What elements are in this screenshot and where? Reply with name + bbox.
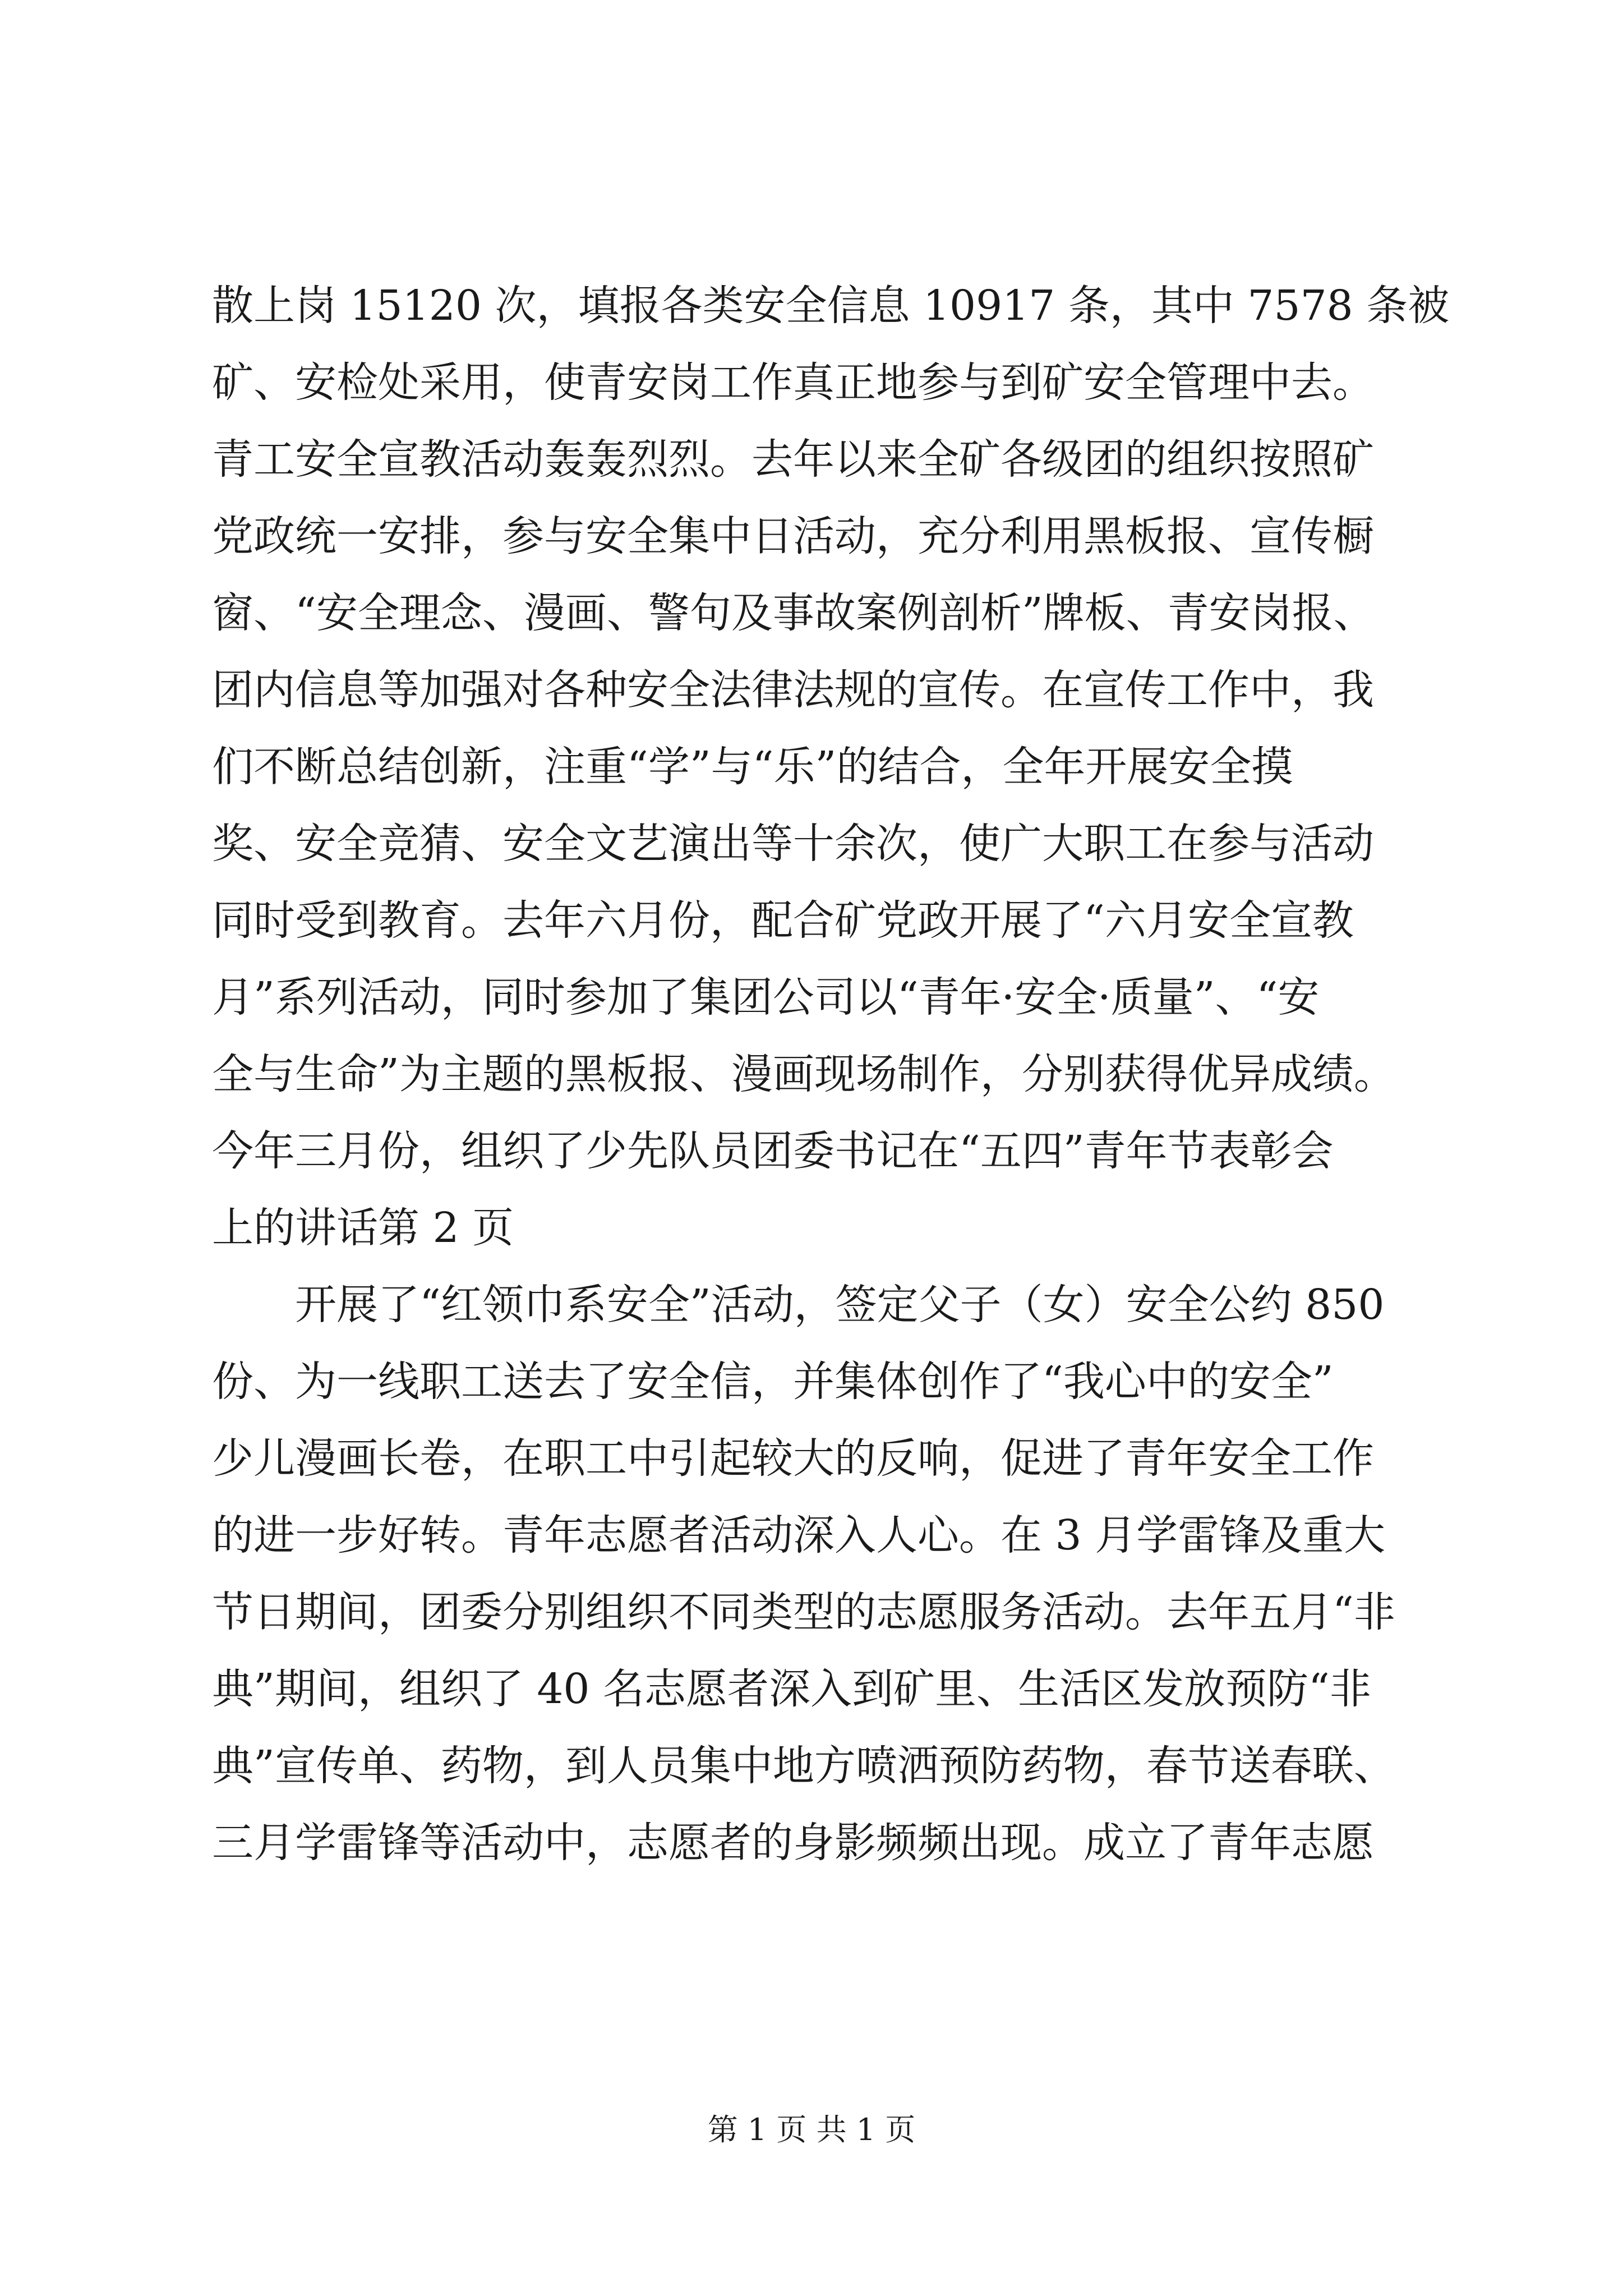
body-text-line-10: 月”系列活动，同时参加了集团公司以“青年·安全·质量”、“安 (212, 973, 1320, 1022)
body-text-line-17: 的进一步好转。青年志愿者活动深入人心。在 3 月学雷锋及重大 (212, 1511, 1386, 1559)
body-text-line-21: 三月学雷锋等活动中，志愿者的身影频频出现。成立了青年志愿 (212, 1819, 1374, 1867)
body-text-line-15: 份、为一线职工送去了安全信，并集体创作了“我心中的安全” (212, 1358, 1334, 1406)
body-text-line-5: 窗、“安全理念、漫画、警句及事故案例剖析”牌板、青安岗报、 (212, 589, 1375, 637)
body-text-line-8: 奖、安全竞猜、安全文艺演出等十余次，使广大职工在参与活动 (212, 820, 1374, 868)
body-text-line-12: 今年三月份，组织了少先队员团委书记在“五四”青年节表彰会 (212, 1127, 1334, 1175)
paragraph-start-line: 开展了“红领巾系安全”活动，签定父子（女）安全公约 850 (295, 1281, 1385, 1329)
body-text-line-4: 党政统一安排，参与安全集中日活动，充分利用黑板报、宣传橱 (212, 512, 1374, 560)
body-text-line-13: 上的讲话第 2 页 (212, 1204, 514, 1252)
body-text-line-11: 全与生命”为主题的黑板报、漫画现场制作，分别获得优异成绩。 (212, 1050, 1395, 1098)
body-text-line-3: 青工安全宣教活动轰轰烈烈。去年以来全矿各级团的组织按照矿 (212, 435, 1374, 484)
body-text-line-18: 节日期间，团委分别组织不同类型的志愿服务活动。去年五月“非 (212, 1588, 1395, 1636)
body-text-line-20: 典”宣传单、药物，到人员集中地方喷洒预防药物，春节送春联、 (212, 1742, 1395, 1790)
body-text-line-9: 同时受到教育。去年六月份，配合矿党政开展了“六月安全宣教 (212, 896, 1354, 945)
body-text-line-16: 少儿漫画长卷，在职工中引起较大的反响，促进了青年安全工作 (212, 1434, 1374, 1483)
body-text-line-19: 典”期间，组织了 40 名志愿者深入到矿里、生活区发放预防“非 (212, 1665, 1371, 1713)
page-footer: 第 1 页 共 1 页 (707, 2112, 916, 2147)
body-text-line-7: 们不断总结创新，注重“学”与“乐”的结合，全年开展安全摸 (212, 743, 1293, 791)
body-text-line-1: 散上岗 15120 次，填报各类安全信息 10917 条，其中 7578 条被 (212, 282, 1450, 330)
body-text-line-2: 矿、安检处采用，使青安岗工作真正地参与到矿安全管理中去。 (212, 358, 1374, 407)
body-text-line-6: 团内信息等加强对各种安全法律法规的宣传。在宣传工作中，我 (212, 666, 1374, 714)
